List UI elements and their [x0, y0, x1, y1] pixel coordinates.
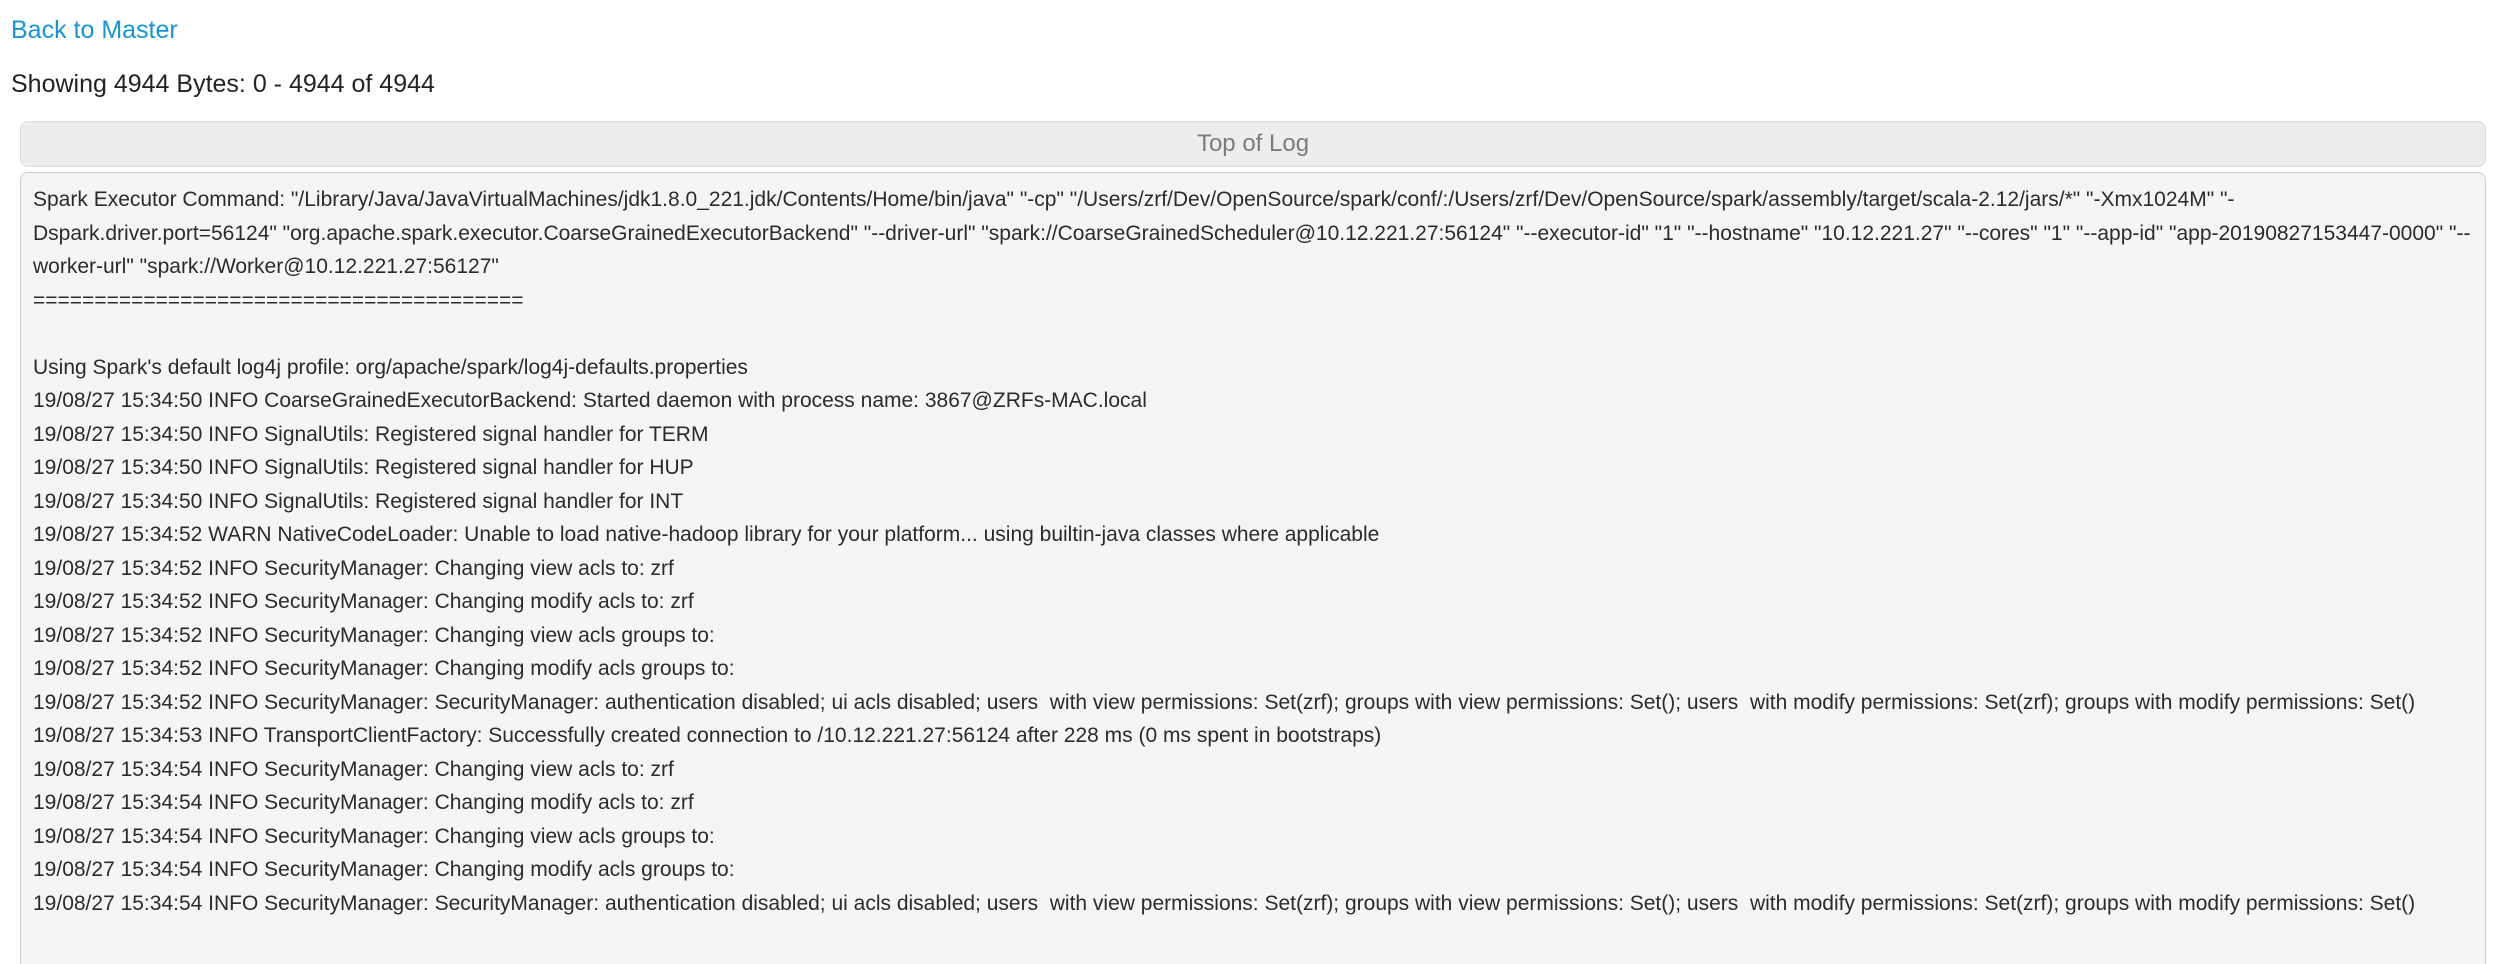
log-line: 19/08/27 15:34:50 INFO CoarseGrainedExecutorBackend: Started daemon with process name: 3867@ZRFs-MAC.local: [33, 389, 1147, 412]
log-line: ========================================: [33, 288, 524, 312]
log-line: 19/08/27 15:34:52 INFO SecurityManager: Changing modify acls groups to:: [33, 657, 735, 680]
log-line: 19/08/27 15:34:54 INFO SecurityManager: SecurityManager: authentication disabled; ui acls disabled; users with view permissions: Set(zrf); groups with view permissions: Set(); users with modify permissions: Set(zrf); groups with modify permissions: Set(): [33, 891, 2416, 915]
log-content[interactable]: [20, 172, 2486, 964]
log-line: [33, 317, 2473, 351]
log-line: 19/08/27 15:34:54 INFO SecurityManager: Changing modify acls groups to:: [33, 858, 735, 881]
log-line: 19/08/27 15:34:52 INFO SecurityManager: Changing modify acls to: zrf: [33, 590, 694, 613]
log-line: 19/08/27 15:34:52 WARN NativeCodeLoader: Unable to load native-hadoop library for your platform... using builtin-java classes where applicable: [33, 523, 1380, 546]
log-line: 19/08/27 15:34:52 INFO SecurityManager: Changing view acls to: zrf: [33, 556, 674, 580]
log-line: Spark Executor Command: "/Library/Java/JavaVirtualMachines/jdk1.8.0_221.jdk/Contents/Home/bin/java" "-cp" "/Users/zrf/Dev/OpenSource/spark/conf/:/Users/zrf/Dev/OpenSource/spark/assembly/target/scala-2.12/jars/*" "-Xmx1024M" "-Dspark.driver.port=56124" "org.apache.spark.executor.CoarseGrainedExecutorBackend" "--driver-url" "spark://CoarseGrainedScheduler@10.12.221.27:56124" "--executor-id" "1" "--hostname" "10.12.221.27" "--cores" "1" "--app-id" "app-20190827153447-0000" "--worker-url" "spark://Worker@10.12.221.27:56127": [33, 188, 2471, 278]
top-of-log-button[interactable]: Top of Log: [20, 121, 2486, 167]
back-to-master-link[interactable]: Back to Master: [11, 16, 178, 44]
log-line: 19/08/27 15:34:50 INFO SignalUtils: Registered signal handler for TERM: [33, 422, 709, 446]
byte-range-label: Showing 4944 Bytes: 0 - 4944 of 4944: [11, 70, 435, 98]
log-line: Using Spark's default log4j profile: org/apache/spark/log4j-defaults.properties: [33, 355, 748, 379]
log-line: 19/08/27 15:34:52 INFO SecurityManager: Changing view acls groups to:: [33, 623, 715, 647]
log-line: 19/08/27 15:34:52 INFO SecurityManager: SecurityManager: authentication disabled; ui acls disabled; users with view permissions: Set(zrf); groups with view permissions: Set(); users with modify permissions: Set(zrf); groups with modify permissions: Set(): [33, 690, 2416, 714]
log-line: 19/08/27 15:34:54 INFO SecurityManager: Changing view acls to: zrf: [33, 757, 674, 781]
log-line: 19/08/27 15:34:50 INFO SignalUtils: Registered signal handler for HUP: [33, 456, 694, 479]
log-line: 19/08/27 15:34:53 INFO TransportClientFactory: Successfully created connection to /10.12.221.27:56124 after 228 ms (0 ms spent in bootstraps): [33, 724, 1382, 747]
log-line: 19/08/27 15:34:50 INFO SignalUtils: Registered signal handler for INT: [33, 489, 684, 513]
log-line: 19/08/27 15:34:54 INFO SecurityManager: Changing modify acls to: zrf: [33, 791, 694, 814]
log-line: 19/08/27 15:34:54 INFO SecurityManager: Changing view acls groups to:: [33, 824, 715, 848]
